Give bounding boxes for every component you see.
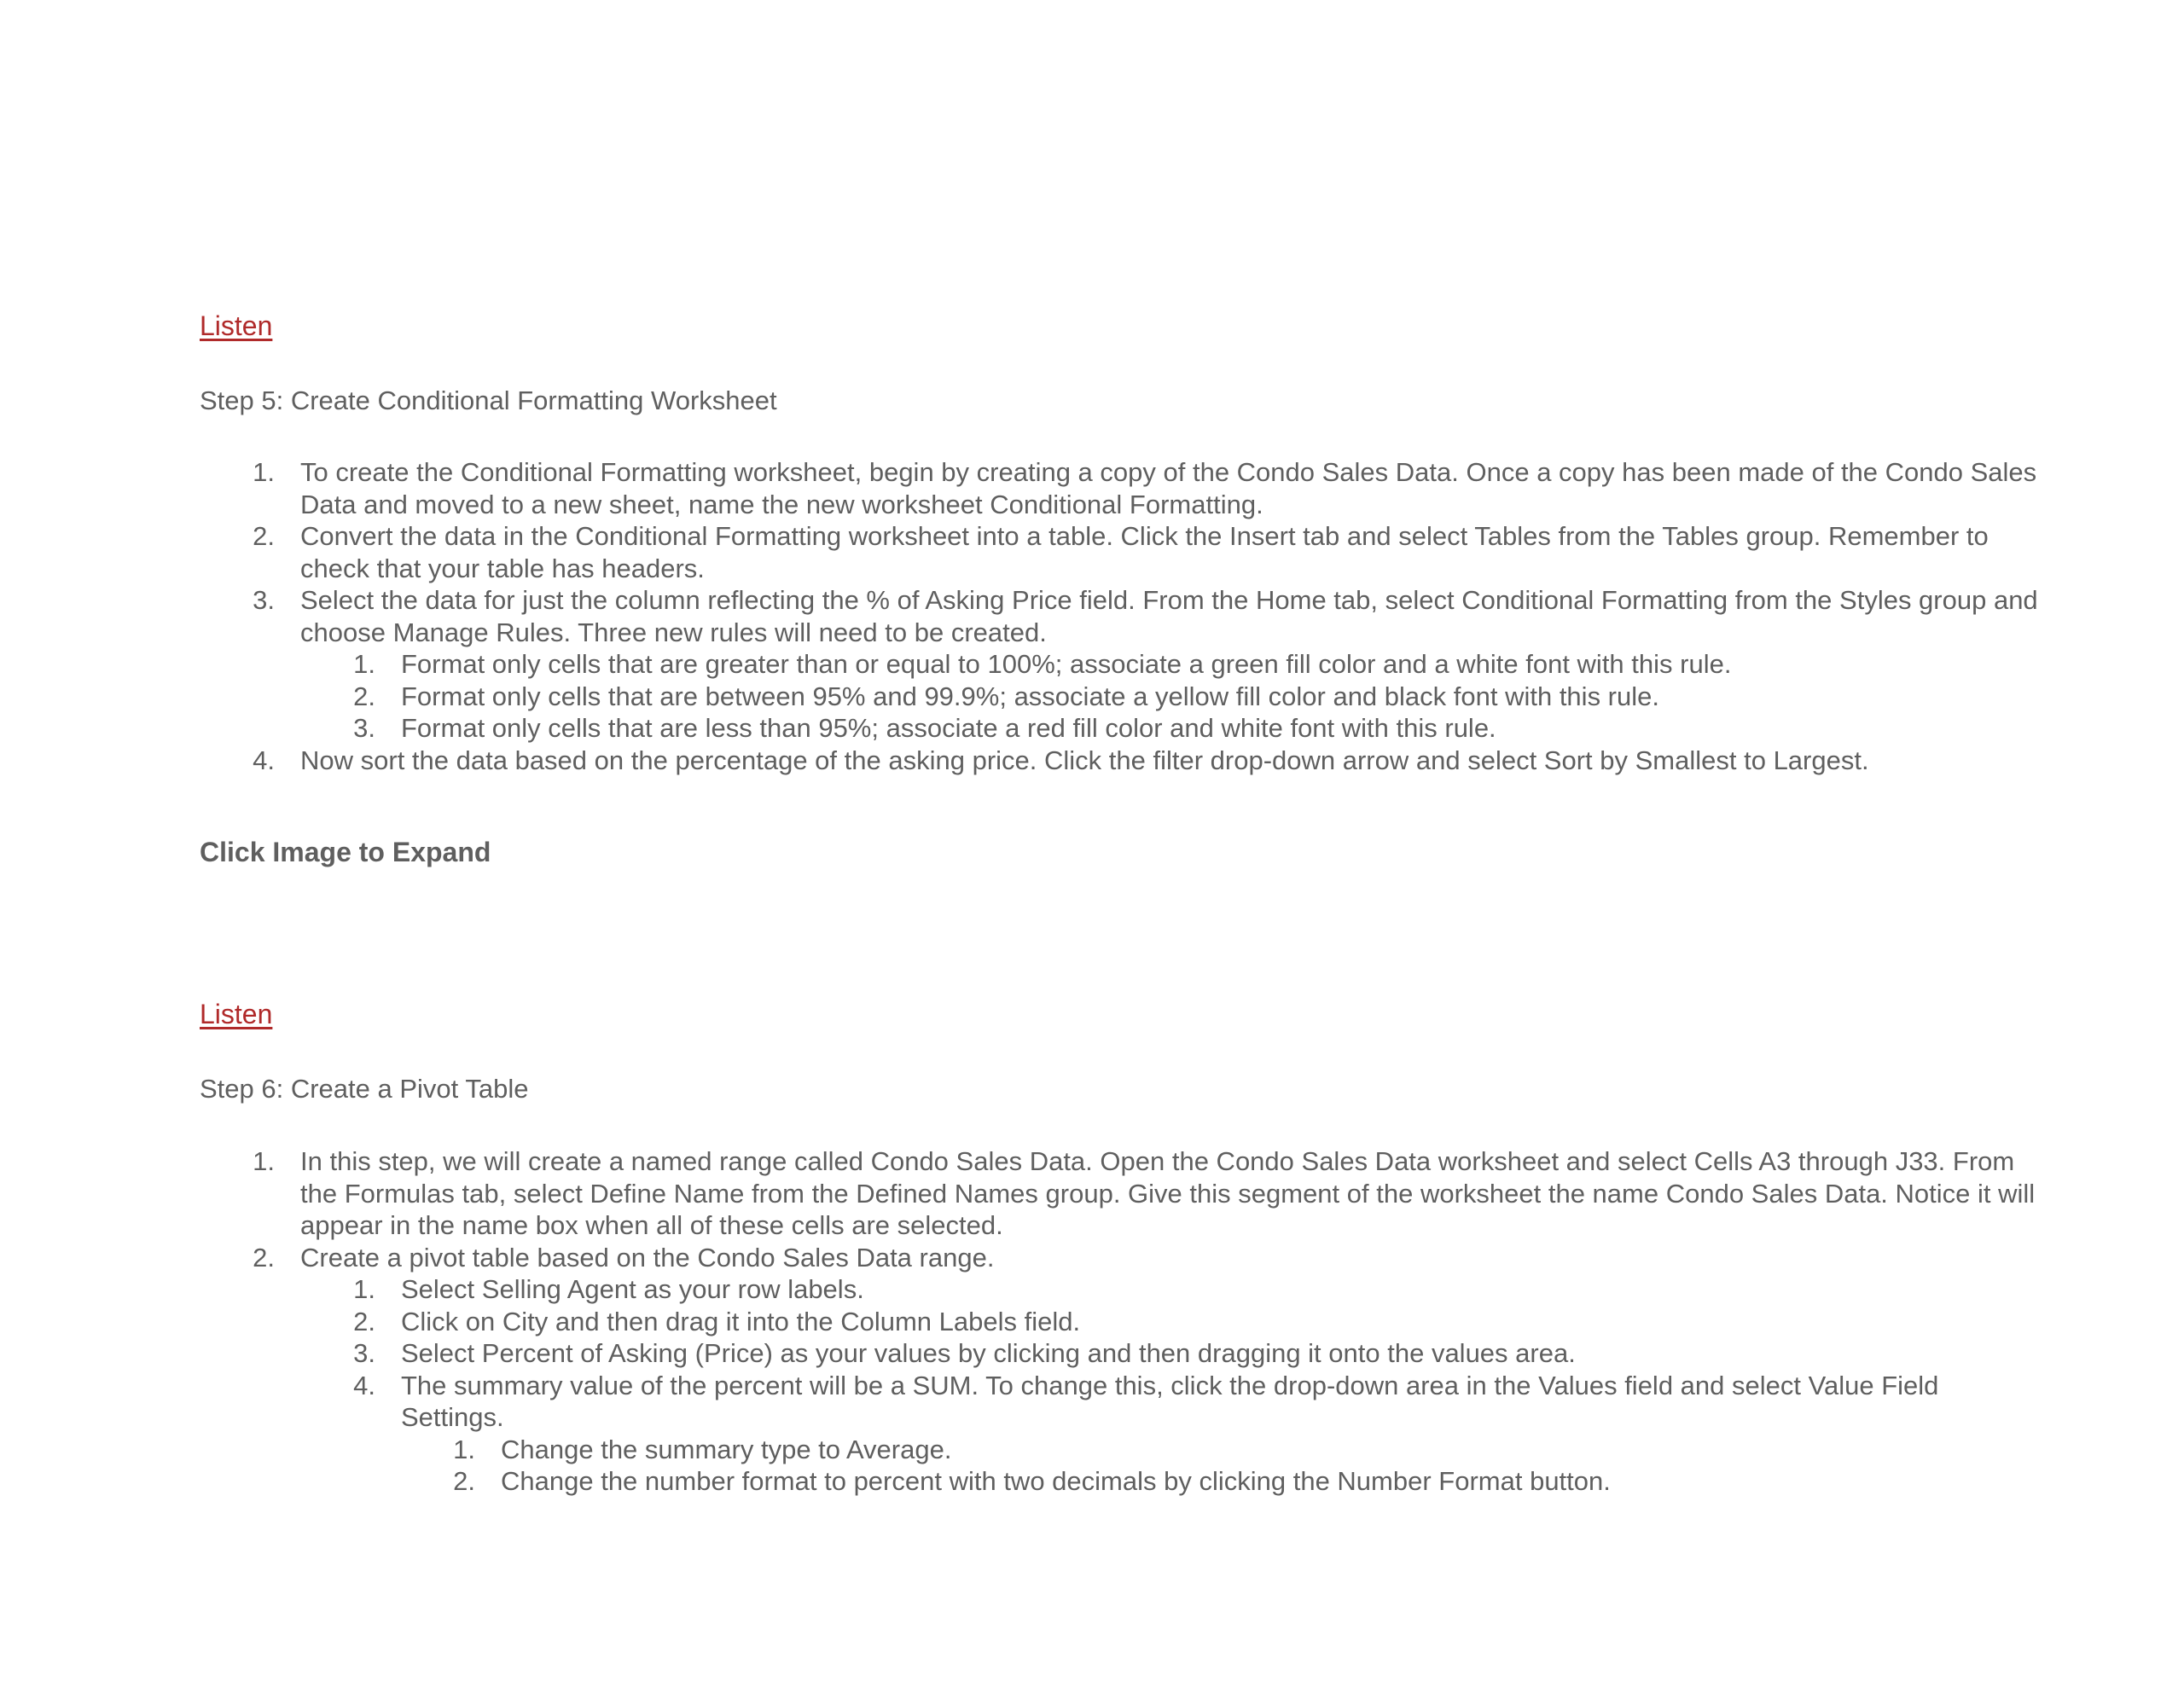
- list-item-number: 4.: [353, 1370, 375, 1400]
- list-item-text: Change the number format to percent with two decimals by clicking the Number Format button.: [501, 1466, 1611, 1496]
- list-item: [200, 456, 2042, 520]
- list-item-text: The summary value of the percent will be a SUM. To change this, click the drop-down area in the Values field and select Value Field Settings.: [401, 1370, 1939, 1432]
- list-item-text: Convert the data in the Conditional Formatting worksheet into a table. Click the Insert tab and select Tables from the Tables group. Remember to check that your table has headers.: [300, 521, 1989, 583]
- click-image-to-expand[interactable]: Click Image to Expand: [200, 837, 491, 867]
- list-item-number: 2.: [453, 1466, 475, 1496]
- list-item-number: 1.: [253, 1146, 275, 1176]
- list-item-number: 1.: [253, 457, 275, 487]
- listen-link-step6[interactable]: Listen: [200, 999, 273, 1029]
- step6-list: [200, 1145, 2042, 1498]
- list-item-number: 3.: [353, 1338, 375, 1368]
- list-item-text: Create a pivot table based on the Condo Sales Data range.: [300, 1242, 995, 1272]
- sub-list-item: [200, 1273, 2042, 1306]
- sub-list-item: [200, 712, 2042, 745]
- list-item-text: Change the summary type to Average.: [501, 1434, 952, 1464]
- list-item-text: Now sort the data based on the percentage of the asking price. Click the filter drop-down arrow and select Sort by Smallest to Largest.: [300, 745, 1869, 775]
- list-item-text: Format only cells that are less than 95%; associate a red fill color and white font with this rule.: [401, 713, 1496, 743]
- list-item-number: 2.: [253, 1242, 275, 1272]
- list-item-text: Select the data for just the column reflecting the % of Asking Price field. From the Home tab, select Conditional Formatting from the Styles group and choose Manage Rules. Three new rules will need to be created.: [300, 585, 2038, 647]
- list-item: [200, 745, 2042, 777]
- list-item-text: Select Selling Agent as your row labels.: [401, 1274, 864, 1304]
- sub-sub-list-item: [200, 1465, 2042, 1498]
- sub-list-item: [200, 1306, 2042, 1338]
- sub-list-item: [200, 648, 2042, 681]
- step6-title: Step 6: Create a Pivot Table: [200, 1074, 529, 1104]
- list-item-text: In this step, we will create a named range called Condo Sales Data. Open the Condo Sales Data worksheet and select Cells A3 through J33. From the Formulas tab, select Define Name from the Defined Names group. Give this segment of the worksheet the name Condo Sales Data. Notice it will appear in the name box when all of these cells are selected.: [300, 1146, 2036, 1240]
- list-item-number: 1.: [353, 1274, 375, 1304]
- step5-list: [200, 456, 2042, 776]
- list-item: [200, 584, 2042, 648]
- sub-list-item: [200, 1337, 2042, 1370]
- sub-list-item: [200, 681, 2042, 713]
- list-item-number: 1.: [353, 649, 375, 679]
- sub-list-item: [200, 1370, 2042, 1434]
- list-item-number: 2.: [353, 1306, 375, 1336]
- listen-link-step5[interactable]: Listen: [200, 310, 273, 341]
- list-item-number: 3.: [353, 713, 375, 743]
- sub-sub-list-item: [200, 1434, 2042, 1466]
- list-item: [200, 1242, 2042, 1274]
- list-item: [200, 520, 2042, 584]
- list-item-number: 3.: [253, 585, 275, 615]
- list-item-number: 2.: [253, 521, 275, 551]
- list-item-number: 1.: [453, 1434, 475, 1464]
- list-item: [200, 1145, 2042, 1242]
- list-item-text: Select Percent of Asking (Price) as your values by clicking and then dragging it onto the values area.: [401, 1338, 1576, 1368]
- list-item-text: To create the Conditional Formatting worksheet, begin by creating a copy of the Condo Sales Data. Once a copy has been made of the Condo Sales Data and moved to a new sheet, name the new worksheet Conditional Formatting.: [300, 457, 2037, 519]
- list-item-number: 4.: [253, 745, 275, 775]
- list-item-number: 2.: [353, 681, 375, 711]
- list-item-text: Format only cells that are greater than or equal to 100%; associate a green fill color and a white font with this rule.: [401, 649, 1732, 679]
- list-item-text: Click on City and then drag it into the Column Labels field.: [401, 1306, 1081, 1336]
- step5-title: Step 5: Create Conditional Formatting Worksheet: [200, 386, 777, 415]
- list-item-text: Format only cells that are between 95% and 99.9%; associate a yellow fill color and black font with this rule.: [401, 681, 1659, 711]
